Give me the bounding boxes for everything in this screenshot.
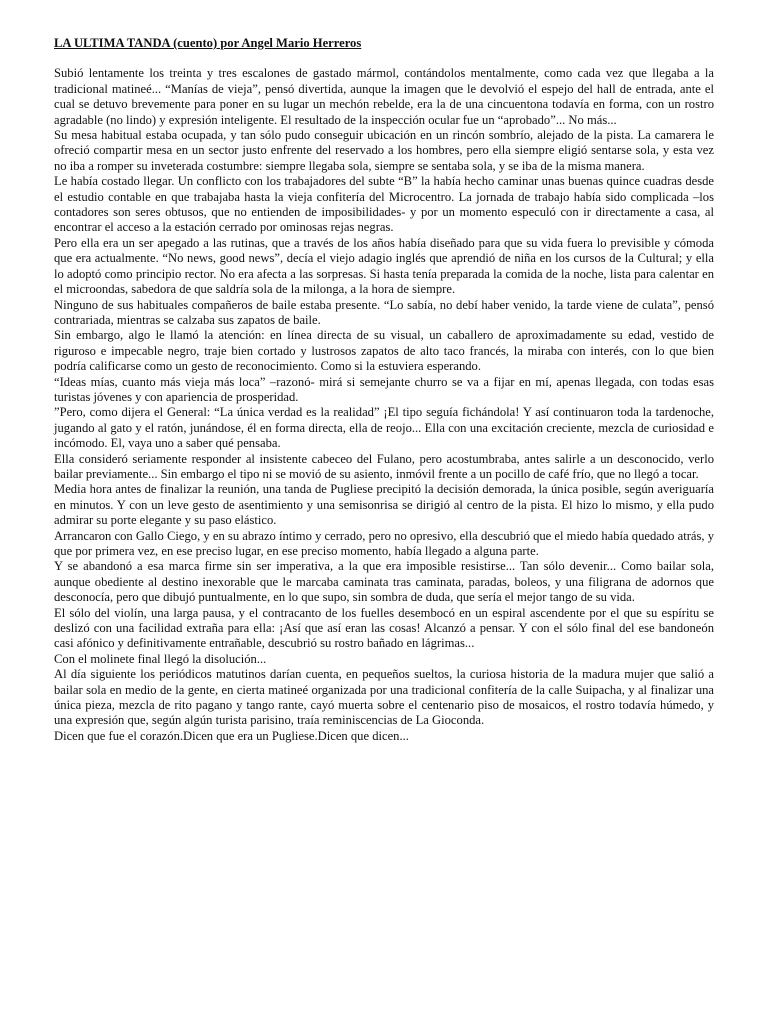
paragraph-10: Media hora antes de finalizar la reunión, una tanda de Pugliese precipitó la decisión demorada, la única posible, según averiguaría en minutos. Y con un leve gesto de asentimiento y una semisonrisa se dirigió al centro de la pista. El hizo lo mismo, y ella pudo admirar su porte elegante y su paso elástico. [54,482,714,528]
paragraph-4: Pero ella era un ser apegado a las rutinas, que a través de los años había diseñado para que su vida fuera lo previsible y cómoda que era actualmente. “No news, good news”, decía el viejo adagio inglés que aprendió de niña en los cursos de la Cultural; y ella lo adoptó como principio rector. No era afecta a las sorpresas. Si hasta tenía preparada la comida de la noche, lista para calentar en el microondas, sabedora de que saldría sola de la milonga, a la hora de siempre. [54,235,714,297]
paragraph-2: Su mesa habitual estaba ocupada, y tan sólo pudo conseguir ubicación en un rincón sombrío, alejado de la pista. La camarera le ofreció compartir mesa en un sector justo enfrente del reservado a los hombres, pero ella siempre eligió sentarse sola, y esta vez no iba a romper su inveterada costumbre: siempre llegaba sola, siempre se sentaba sola, y se iba de la misma manera. [54,128,714,173]
paragraph-3: Le había costado llegar. Un conflicto con los trabajadores del subte “B” la había hecho caminar unas buenas quince cuadras desde el estudio contable en que trabajaba hasta la vieja confitería del Microcentro. La jornada de trabajo había sido complicada –los contadores son seres obtusos, que no entienden de imposibilidades- y por un momento especuló con ir directamente a casa, al encontrar el acceso a la estación cerrado por ominosas rejas negras. [54,174,714,235]
paragraph-7: “Ideas mías, cuanto más vieja más loca” –razonó- mirá si semejante churro se va a fijar en mí, apenas llegada, con todas esas turistas jóvenes y con apariencia de prosperidad. [54,374,714,404]
story-title: LA ULTIMA TANDA (cuento) por Angel Mario Herreros [54,36,362,50]
paragraph-5: Ninguno de sus habituales compañeros de baile estaba presente. “Lo sabía, no debí haber venido, la tarde viene de culata”, pensó contrariada, mientras se calzaba sus zapatos de baile. [54,297,714,327]
document-page [54,36,714,744]
paragraph-9: Ella consideró seriamente responder al insistente cabeceo del Fulano, pero acostumbraba, antes salirle a un desconocido, verlo bailar previamente... Sin embargo el tipo ni se movió de su asiento, inmóvil frente a un pocillo de café frío, que no llegó a tocar. [54,451,714,481]
paragraph-12: Y se abandonó a esa marca firme sin ser imperativa, a la que era imposible resistirse... Tan sólo devenir... Como bailar sola, aunque obediente al destino inexorable que le marcaba caminata tras caminata, paradas, boleos, y una filigrana de adornos que desconocía, pero que dibujó puntualmente, en lo que supo, sin sombra de duda, que sería el mejor tango de su vida. [54,559,714,605]
paragraph-1: Subió lentamente los treinta y tres escalones de gastado mármol, contándolos mentalmente, como cada vez que llegaba a la tradicional matineé... “Manías de vieja”, pensó divertida, aunque la imagen que le devolvió el espejo del hall de entrada, ante el cual se detuvo brevemente para poner en su lugar un mechón rebelde, era la de una cincuentona todavía en forma, con un rostro agradable (no lindo) y expresión inteligente. El resultado de la inspección ocular fue un “aprobado”... No más... [54,66,714,127]
paragraph-16: Dicen que fue el corazón.Dicen que era un Pugliese.Dicen que dicen... [54,728,409,743]
paragraph-6: Sin embargo, algo le llamó la atención: en línea directa de su visual, un caballero de aproximadamente su edad, vestido de riguroso e impecable negro, traje bien cortado y lustrosos zapatos de alto taco francés, la miraba con interés, con lo que bien podría calificarse como un gesto de reconocimiento. Como si la estuviera esperando. [54,328,714,374]
paragraph-15: Al día siguiente los periódicos matutinos darían cuenta, en pequeños sueltos, la curiosa historia de la madura mujer que salió a bailar sola en medio de la gente, en cierta matineé organizada por una tradicional confitería de la calle Suipacha, y al finalizar una única pieza, mezcla de rito pagano y tango rante, cayó muerta sobre el centenario piso de mosaicos, el rostro todavía húmedo, y una expresión que, según algún turista parisino, traía reminiscencias de La Gioconda. [54,667,714,728]
paragraph-14: Con el molinete final llegó la disolución... [54,651,267,666]
paragraph-11: Arrancaron con Gallo Ciego, y en su abrazo íntimo y cerrado, pero no opresivo, ella descubrió que el miedo había quedado atrás, y que por primera vez, en ese preciso lugar, en ese preciso momento, había llegado a alguna parte. [54,528,714,558]
paragraph-8: ”Pero, como dijera el General: “La única verdad es la realidad” ¡El tipo seguía fichándola! Y así continuaron toda la tardenoche, jugando al gato y el ratón, junándose, él en forma directa, ella de reojo... Ella con una excitación creciente, mezcla de curiosidad e incómodo. El, vaya uno a saber qué pensaba. [54,405,714,451]
paragraph-13: El sólo del violín, una larga pausa, y el contracanto de los fuelles desembocó en un espiral ascendente por el que su espíritu se deslizó con una facilidad extraña para ella: ¡Así que así eran las cosas! Alcanzó a pensar. Y con el sólo final del ese bandoneón casi afónico y definitivamente entrañable, descubrió su rostro bañado en lágrimas... [54,605,714,651]
